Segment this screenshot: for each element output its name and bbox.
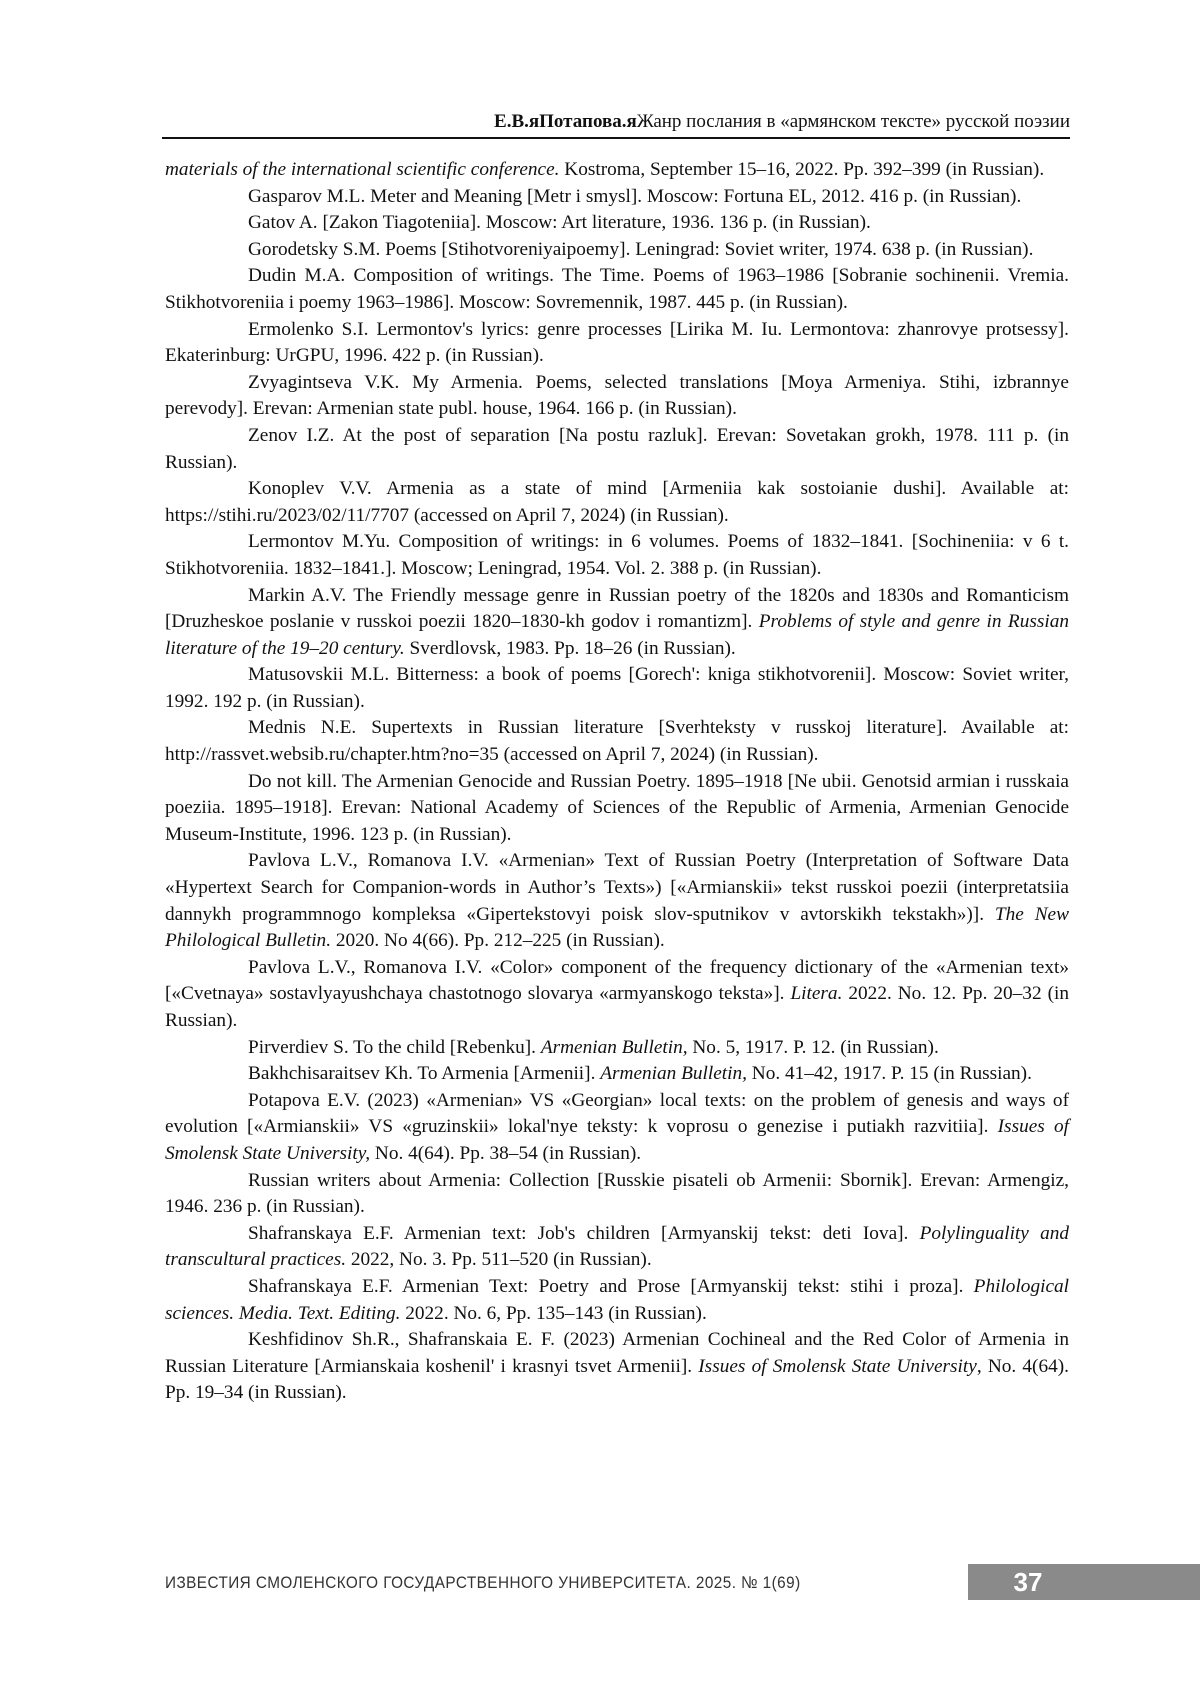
reference-entry — [165, 263, 1069, 316]
reference-text: Shafranskaya E.F. Armenian Text: Poetry and Prose [Armyanskij tekst: stihi i proza]. — [248, 1275, 974, 1297]
page-number-badge — [968, 1564, 1200, 1600]
reference-source-title: Polylinguality and transcultural practices. — [165, 1222, 1069, 1271]
reference-entry — [165, 715, 1069, 768]
reference-entry — [165, 769, 1069, 849]
reference-text: Pirverdiev S. To the child [Rebenku]. — [248, 1036, 541, 1058]
reference-source-title: Issues of Smolensk State University, — [165, 1116, 1069, 1164]
reference-text: Potapova E.V. (2023) «Armenian» VS «Georgian» local texts: on the problem of genesis and ways of evolution [«Armianskii» VS «gruzinskii» lokal'nye teksty: k voprosu o genezise i putiakh razvitiia]. — [165, 1089, 1069, 1138]
reference-source-title: Armenian Bulletin, — [600, 1063, 747, 1085]
reference-entry — [165, 1088, 1069, 1168]
reference-text: Sverdlovsk, 1983. Pp. 18–26 (in Russian). — [404, 637, 736, 659]
reference-entry — [165, 423, 1069, 476]
reference-text: Mednis N.E. Supertexts in Russian literature [Sverhteksty v russkoj literature]. Available at: http://rassvet.websib.ru/chapter.htm?no=35 (accessed on April 7, 2024) (in Russian). — [165, 717, 1069, 766]
reference-text: No. 5, 1917. P. 12. (in Russian). — [687, 1036, 939, 1058]
reference-text: Zvyagintseva V.K. My Armenia. Poems, selected translations [Moya Armeniya. Stihi, izbrannye perevody]. Erevan: Armenian state publ. house, 1964. 166 p. (in Russian). — [165, 371, 1069, 420]
reference-text: Ermolenko S.I. Lermontov's lyrics: genre processes [Lirika M. Iu. Lermontova: zhanrovye protsessy]. Ekaterinburg: UrGPU, 1996. 422 p. (in Russian). — [165, 318, 1069, 367]
reference-text: Pavlova L.V., Romanova I.V. «Color» component of the frequency dictionary of the «Armenian text» [«Cvetnaya» sostavlyayushchaya chastotnogo slovarya «armyanskogo teksta»]. — [165, 956, 1069, 1005]
reference-text: Russian writers about Armenia: Collection [Russkie pisateli ob Armenii: Sbornik]. Erevan: Armengiz, 1946. 236 p. (in Russian). — [165, 1169, 1069, 1218]
reference-entry — [165, 1061, 1069, 1088]
reference-entry — [165, 1035, 1069, 1062]
reference-text: 2022. No. 6, Pp. 135–143 (in Russian). — [400, 1302, 707, 1324]
reference-text: 2022. No. 12. Pp. 20–32 (in Russian). — [165, 983, 1069, 1031]
reference-text: Shafranskaya E.F. Armenian text: Job's children [Armyanskij tekst: deti Iova]. — [248, 1222, 920, 1244]
reference-entry — [165, 1221, 1069, 1274]
reference-text: Bakhchisaraitsev Kh. To Armenia [Armenii]. — [248, 1063, 601, 1085]
reference-text: , No. 4(64). Pp. 19–34 (in Russian). — [165, 1355, 1069, 1404]
reference-text: Lermontov M.Yu. Composition of writings: in 6 volumes. Poems of 1832–1841. [Sochineniia: v 6 t. Stikhotvoreniia. 1832–1841.]. Moscow; Leningrad, 1954. Vol. 2. 388 p. (in Russian). — [165, 531, 1069, 579]
journal-footer: ИЗВЕСТИЯ СМОЛЕНСКОГО ГОСУДАРСТВЕННОГО УНИВЕРСИТЕТА. 2025. № 1(69) — [165, 1573, 801, 1592]
reference-list — [165, 157, 1069, 1407]
reference-text: Do not kill. The Armenian Genocide and Russian Poetry. 1895–1918 [Ne ubii. Genotsid armian i russkaia poeziia. 1895–1918]. Erevan: National Academy of Sciences of the Republic of Armenia, Armenian Genocide Museum-Institute, 1996. 123 p. (in Russian). — [165, 770, 1069, 845]
reference-text: Keshfidinov Sh.R., Shafranskaia E. F. (2023) Armenian Cochineal and the Red Color of Armenia in Russian Literature [Armianskaia koshenil' i krasnyi tsvet Armenii]. — [165, 1329, 1069, 1377]
reference-entry — [165, 237, 1069, 264]
reference-text: Konoplev V.V. Armenia as a state of mind [Armeniia kak sostoianie dushi]. Available at: https://stihi.ru/2023/02/11/7707 (accessed on April 7, 2024) (in Russian). — [165, 478, 1069, 526]
reference-entry — [165, 317, 1069, 370]
reference-text: Gatov A. [Zakon Tiagoteniia]. Moscow: Art literature, 1936. 136 p. (in Russian). — [248, 212, 871, 234]
reference-entry — [165, 848, 1069, 954]
reference-entry — [165, 955, 1069, 1035]
reference-source-title: materials of the international scientific conference. — [165, 159, 560, 180]
running-head-title: Жанр послания в «армянском тексте» русской поэзии — [636, 111, 1070, 132]
reference-entry — [165, 583, 1069, 663]
reference-text: Dudin M.A. Composition of writings. The Time. Poems of 1963–1986 [Sobranie sochinenii. Vremia. Stikhotvoreniia i poemy 1963–1986]. Moscow: Sovremennik, 1987. 445 p. (in Russian). — [165, 265, 1069, 313]
reference-source-title: Philological sciences. Media. Text. Editing. — [165, 1275, 1069, 1324]
reference-entry — [165, 370, 1069, 423]
reference-entry — [165, 1327, 1069, 1407]
reference-text: Gasparov M.L. Meter and Meaning [Metr i smysl]. Moscow: Fortuna EL, 2012. 416 p. (in Russian). — [248, 185, 1022, 207]
reference-entry — [165, 157, 1069, 184]
reference-entry — [165, 1168, 1069, 1221]
reference-source-title: The New Philological Bulletin. — [165, 903, 1069, 952]
reference-entry — [165, 210, 1069, 237]
reference-text: Pavlova L.V., Romanova I.V. «Armenian» Text of Russian Poetry (Interpretation of Software Data «Hypertext Search for Companion-words in Author’s Texts») [«Armianskii» tekst russkoi poezii (interpretatsiia dannykh programmnogo kompleksa «Gipertekstovyi poisk slov-sputnikov v avtorskikh tekstakh»)]. — [165, 850, 1069, 925]
reference-source-title: Armenian Bulletin, — [540, 1036, 688, 1058]
reference-entry — [165, 529, 1069, 582]
running-head — [162, 110, 1070, 139]
reference-text: 2020. No 4(66). Pp. 212–225 (in Russian). — [331, 930, 665, 952]
reference-entry — [165, 184, 1069, 211]
reference-text: Matusovskii M.L. Bitterness: a book of poems [Gorech': kniga stikhotvorenii]. Moscow: Soviet writer, 1992. 192 p. (in Russian). — [165, 664, 1069, 712]
reference-text: Gorodetsky S.M. Poems [Stihotvoreniyaipoemy]. Leningrad: Soviet writer, 1974. 638 p. (in Russian). — [248, 238, 1034, 260]
reference-entry — [165, 662, 1069, 715]
reference-text: No. 41–42, 1917. P. 15 (in Russian). — [746, 1063, 1032, 1085]
reference-text: No. 4(64). Pp. 38–54 (in Russian). — [370, 1142, 642, 1164]
reference-source-title: Issues of Smolensk State University — [698, 1355, 977, 1377]
page-number: 37 — [1013, 1567, 1043, 1597]
reference-source-title: Problems of style and genre in Russian literature of the 19–20 century. — [165, 611, 1069, 659]
running-head-author: Е.В.яПотапова.я — [494, 111, 637, 132]
reference-entry — [165, 1274, 1069, 1327]
reference-text: 2022, No. 3. Pp. 511–520 (in Russian). — [346, 1249, 652, 1271]
reference-entry — [165, 476, 1069, 529]
reference-text: Kostroma, September 15–16, 2022. Pp. 392–399 (in Russian). — [559, 159, 1045, 180]
reference-source-title: Litera. — [790, 983, 843, 1005]
reference-text: Zenov I.Z. At the post of separation [Na postu razluk]. Erevan: Sovetakan grokh, 1978. 111 p. (in Russian). — [165, 424, 1069, 473]
reference-text: Markin A.V. The Friendly message genre in Russian poetry of the 1820s and 1830s and Romanticism [Druzheskoe poslanie v russkoi poezii 1820–1830-kh godov i romantizm]. — [165, 584, 1069, 633]
